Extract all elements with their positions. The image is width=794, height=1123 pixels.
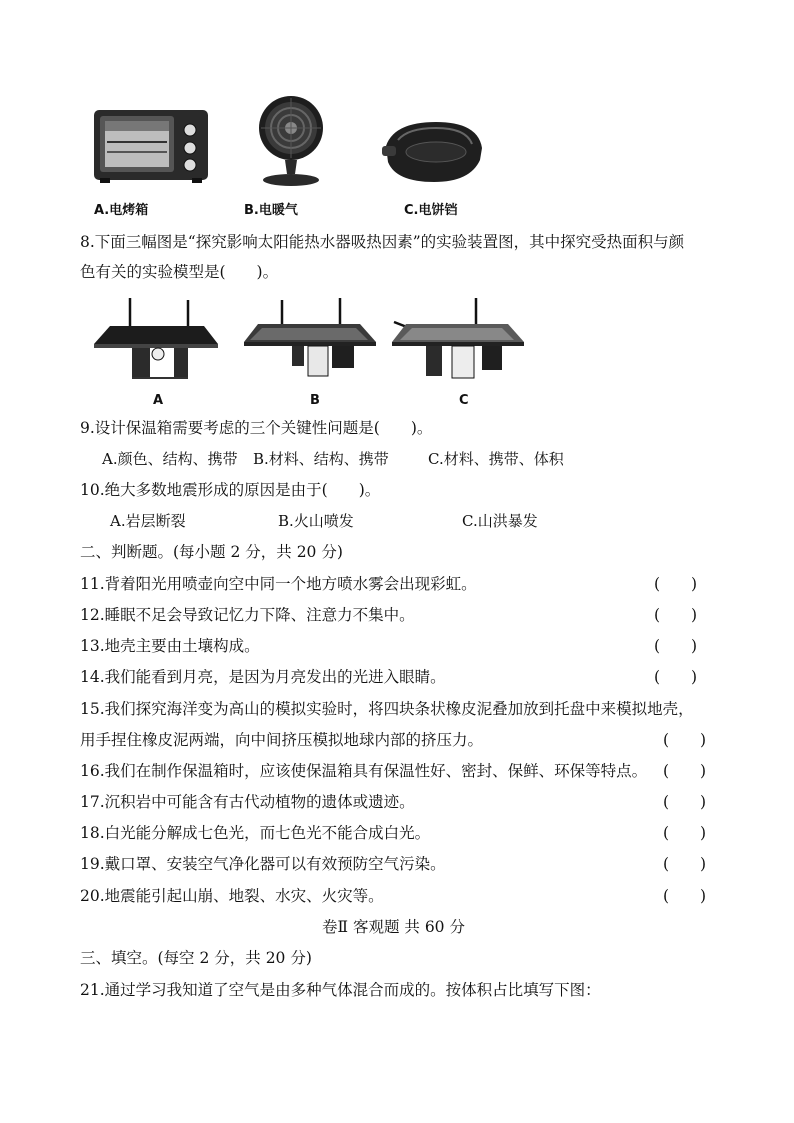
judge-item-12: 12.睡眠不足会导致记忆力下降、注意力不集中。 — [80, 606, 415, 624]
section-3-heading: 三、填空。(每空 2 分，共 20 分) — [80, 949, 312, 967]
oven-image — [92, 106, 210, 184]
judge-item-19: 19.戴口罩、安装空气净化器可以有效预防空气污染。 — [80, 855, 446, 873]
q9-option-c: C.材料、携带、体积 — [428, 450, 564, 468]
answer-paren-11[interactable]: ( ) — [654, 575, 698, 593]
griddle-image — [380, 118, 486, 186]
model-c-image — [390, 296, 526, 384]
answer-paren-17[interactable]: ( ) — [663, 793, 707, 811]
heater-image — [255, 94, 327, 188]
judge-item-15-line1: 15.我们探究海洋变为高山的模拟实验时，将四块条状橡皮泥叠加放到托盘中来模拟地壳， — [80, 700, 694, 718]
model-label-c: C — [459, 393, 469, 408]
model-a-image — [92, 296, 220, 384]
q10-option-c: C.山洪暴发 — [462, 512, 538, 530]
volume-2-heading: 卷Ⅱ 客观题 共 60 分 — [322, 918, 465, 936]
model-label-a: A — [153, 393, 164, 408]
judge-item-16: 16.我们在制作保温箱时，应该使保温箱具有保温性好、密封、保鲜、环保等特点。 — [80, 762, 648, 780]
judge-item-18: 18.白光能分解成七色光，而七色光不能合成白光。 — [80, 824, 431, 842]
judge-item-11: 11.背着阳光用喷壶向空中同一个地方喷水雾会出现彩虹。 — [80, 575, 477, 593]
judge-item-14: 14.我们能看到月亮，是因为月亮发出的光进入眼睛。 — [80, 668, 446, 686]
judge-item-13: 13.地壳主要由土壤构成。 — [80, 637, 260, 655]
answer-paren-12[interactable]: ( ) — [654, 606, 698, 624]
model-b-image — [242, 296, 378, 382]
judge-item-15-line2: 用手捏住橡皮泥两端，向中间挤压模拟地球内部的挤压力。 — [80, 731, 484, 749]
model-label-b: B — [310, 393, 320, 408]
q10-option-a: A.岩层断裂 — [110, 512, 186, 530]
q9-option-b: B.材料、结构、携带 — [253, 450, 389, 468]
appliance-option-b: B.电暖气 — [244, 203, 298, 218]
judge-item-17: 17.沉积岩中可能含有古代动植物的遗体或遗迹。 — [80, 793, 415, 811]
q9-option-a: A.颜色、结构、携带 — [102, 450, 238, 468]
answer-paren-19[interactable]: ( ) — [663, 855, 707, 873]
q21-stem: 21.通过学习我知道了空气是由多种气体混合而成的。按体积占比填写下图： — [80, 981, 601, 999]
q8-stem-line1: 8.下面三幅图是“探究影响太阳能热水器吸热因素”的实验装置图，其中探究受热面积与颜 — [80, 233, 685, 251]
judge-item-20: 20.地震能引起山崩、地裂、水灾、火灾等。 — [80, 887, 384, 905]
appliance-option-c: C.电饼铛 — [404, 203, 458, 218]
appliance-option-a: A.电烤箱 — [94, 203, 149, 218]
answer-paren-16[interactable]: ( ) — [663, 762, 707, 780]
answer-paren-18[interactable]: ( ) — [663, 824, 707, 842]
q10-stem: 10.绝大多数地震形成的原因是由于( )。 — [80, 481, 381, 499]
q9-stem: 9.设计保温箱需要考虑的三个关键性问题是( )。 — [80, 419, 433, 437]
q10-option-b: B.火山喷发 — [278, 512, 354, 530]
answer-paren-14[interactable]: ( ) — [654, 668, 698, 686]
section-2-heading: 二、判断题。(每小题 2 分，共 20 分) — [80, 543, 343, 561]
answer-paren-20[interactable]: ( ) — [663, 887, 707, 905]
answer-paren-13[interactable]: ( ) — [654, 637, 698, 655]
answer-paren-15[interactable]: ( ) — [663, 731, 707, 749]
q8-stem-line2: 色有关的实验模型是( )。 — [80, 263, 279, 281]
